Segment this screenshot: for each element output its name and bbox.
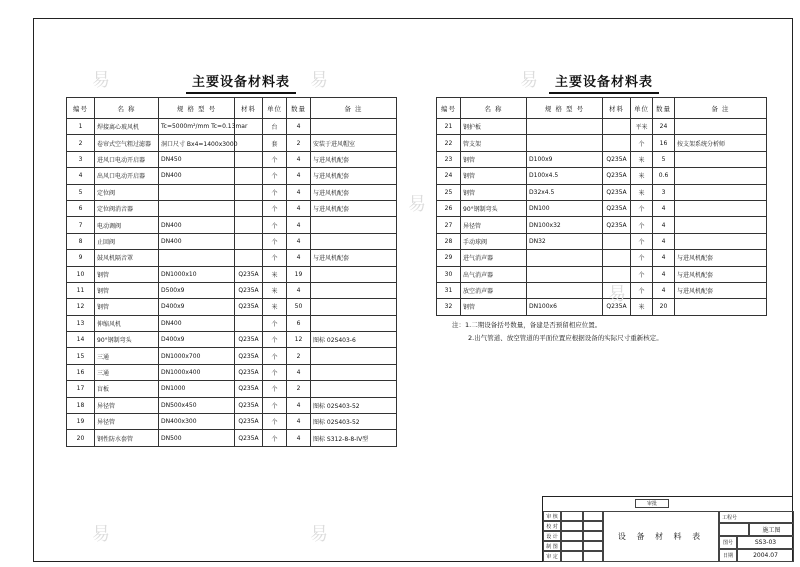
left-cell-10-3: Q235A	[235, 282, 263, 298]
left-cell-15-4: 个	[263, 364, 287, 380]
stage: 施工图	[749, 523, 794, 536]
left-cell-6-5: 4	[287, 217, 311, 233]
right-cell-7-1: 手动球阀	[461, 233, 527, 249]
right-cell-9-6: 与进风机配套	[675, 266, 767, 282]
left-cell-15-0: 16	[67, 364, 95, 380]
left-cell-19-1: 钢性防水套管	[95, 430, 159, 446]
left-cell-8-1: 鼓风机隔音罩	[95, 250, 159, 266]
right-cell-7-2: DN32	[527, 233, 603, 249]
left-table-row	[67, 266, 397, 282]
left-cell-3-1: 出风口电动开启器	[95, 168, 159, 184]
right-cell-2-5: 5	[653, 151, 675, 167]
left-cell-5-6: 与进风机配套	[311, 200, 397, 216]
left-cell-17-2: DN500x450	[159, 397, 235, 413]
left-cell-13-5: 12	[287, 332, 311, 348]
right-cell-3-1: 钢管	[461, 168, 527, 184]
left-cell-4-6: 与进风机配套	[311, 184, 397, 200]
left-cell-13-1: 90°钢制弯头	[95, 332, 159, 348]
left-table-row	[67, 364, 397, 380]
left-table-title: 主要设备材料表	[192, 71, 290, 90]
left-cell-6-2: DN400	[159, 217, 235, 233]
left-cell-3-3	[235, 168, 263, 184]
right-cell-8-6: 与进风机配套	[675, 250, 767, 266]
left-cell-4-4: 个	[263, 184, 287, 200]
left-cell-0-0: 1	[67, 119, 95, 135]
left-cell-3-6: 与进风机配套	[311, 168, 397, 184]
left-cell-11-2: D400x9	[159, 299, 235, 315]
right-cell-5-3: Q235A	[603, 200, 631, 216]
left-table-row	[67, 381, 397, 397]
right-cell-8-3	[603, 250, 631, 266]
right-cell-7-0: 28	[437, 233, 461, 249]
left-cell-19-3: Q235A	[235, 430, 263, 446]
left-cell-12-0: 13	[67, 315, 95, 331]
right-table-row	[437, 282, 767, 298]
left-cell-0-5: 4	[287, 119, 311, 135]
right-cell-5-4: 个	[631, 200, 653, 216]
left-cell-16-4: 个	[263, 381, 287, 397]
left-cell-3-4: 个	[263, 168, 287, 184]
left-cell-7-0: 8	[67, 233, 95, 249]
right-table-row	[437, 299, 767, 315]
left-cell-4-0: 5	[67, 184, 95, 200]
right-cell-8-2	[527, 250, 603, 266]
left-cell-5-2	[159, 200, 235, 216]
left-material-table	[66, 97, 397, 447]
right-cell-2-4: 米	[631, 151, 653, 167]
right-cell-3-2: D100x4.5	[527, 168, 603, 184]
left-cell-1-6: 安装于进风帽室	[311, 135, 397, 151]
left-cell-15-3: Q235A	[235, 364, 263, 380]
note-2: 2.出气管道、放空管道的平面位置应根据设备的实际尺寸重新核定。	[468, 334, 663, 342]
left-cell-4-3	[235, 184, 263, 200]
right-table-row	[437, 233, 767, 249]
title-block	[542, 496, 793, 562]
left-cell-11-6	[311, 299, 397, 315]
left-cell-6-6	[311, 217, 397, 233]
right-cell-4-6	[675, 184, 767, 200]
left-cell-15-6	[311, 364, 397, 380]
date-label: 日期	[719, 549, 737, 562]
left-cell-0-6	[311, 119, 397, 135]
left-cell-3-5: 4	[287, 168, 311, 184]
left-cell-6-3	[235, 217, 263, 233]
watermark-7: 易	[608, 284, 626, 305]
right-cell-7-4: 个	[631, 233, 653, 249]
left-cell-12-6	[311, 315, 397, 331]
right-cell-9-4: 个	[631, 266, 653, 282]
right-cell-10-4: 个	[631, 282, 653, 298]
right-table-row	[437, 217, 767, 233]
left-cell-18-5: 4	[287, 414, 311, 430]
right-cell-11-2: DN100x6	[527, 299, 603, 315]
right-cell-9-1: 出气消声器	[461, 266, 527, 282]
right-cell-6-1: 异径管	[461, 217, 527, 233]
left-cell-13-6: 图标 02S403-6	[311, 332, 397, 348]
left-cell-14-6	[311, 348, 397, 364]
audit-label: 审 核	[543, 511, 561, 521]
right-cell-5-1: 90°钢制弯头	[461, 200, 527, 216]
left-cell-1-3	[235, 135, 263, 151]
left-cell-2-1: 进风口电动开启器	[95, 151, 159, 167]
left-cell-18-1: 异径管	[95, 414, 159, 430]
right-cell-2-0: 23	[437, 151, 461, 167]
left-table-row	[67, 397, 397, 413]
right-material-table	[436, 97, 767, 316]
right-cell-3-0: 24	[437, 168, 461, 184]
draw-label: 制 图	[543, 541, 561, 551]
left-cell-16-1: 盲板	[95, 381, 159, 397]
right-cell-0-6	[675, 119, 767, 135]
right-cell-7-3	[603, 233, 631, 249]
design-label: 设 计	[543, 531, 561, 541]
right-cell-11-4: 米	[631, 299, 653, 315]
right-cell-2-6	[675, 151, 767, 167]
left-table-row	[67, 282, 397, 298]
right-cell-10-0: 31	[437, 282, 461, 298]
left-cell-12-4: 个	[263, 315, 287, 331]
right-header-col-6: 备 注	[675, 98, 767, 119]
left-cell-10-5: 4	[287, 282, 311, 298]
watermark-4: 易	[92, 524, 110, 545]
left-cell-5-4: 个	[263, 200, 287, 216]
right-cell-10-6: 与进风机配套	[675, 282, 767, 298]
right-cell-1-0: 22	[437, 135, 461, 151]
left-cell-6-1: 电动调阀	[95, 217, 159, 233]
left-cell-5-3	[235, 200, 263, 216]
left-cell-19-2: DN500	[159, 430, 235, 446]
left-cell-14-4: 个	[263, 348, 287, 364]
right-header-col-1: 名 称	[461, 98, 527, 119]
left-cell-13-2: D400x9	[159, 332, 235, 348]
left-table-row	[67, 250, 397, 266]
right-cell-5-2: DN100	[527, 200, 603, 216]
right-cell-11-5: 20	[653, 299, 675, 315]
right-table-row	[437, 184, 767, 200]
left-cell-1-5: 2	[287, 135, 311, 151]
right-cell-1-5: 16	[653, 135, 675, 151]
right-cell-8-0: 29	[437, 250, 461, 266]
right-cell-11-6	[675, 299, 767, 315]
left-cell-9-0: 10	[67, 266, 95, 282]
right-cell-7-6	[675, 233, 767, 249]
right-cell-4-3: Q235A	[603, 184, 631, 200]
left-cell-2-4: 个	[263, 151, 287, 167]
left-cell-12-1: 伸缩风机	[95, 315, 159, 331]
left-cell-14-0: 15	[67, 348, 95, 364]
drawing-no-label: 图号	[719, 536, 737, 549]
right-cell-11-0: 32	[437, 299, 461, 315]
watermark-1: 易	[92, 70, 110, 91]
right-cell-1-2	[527, 135, 603, 151]
watermark-5: 易	[310, 524, 328, 545]
left-cell-15-5: 4	[287, 364, 311, 380]
left-cell-5-1: 定位阀消音器	[95, 200, 159, 216]
left-cell-7-2: DN400	[159, 233, 235, 249]
left-cell-8-2	[159, 250, 235, 266]
left-cell-0-1: 焊接离心玻风机	[95, 119, 159, 135]
left-cell-8-3	[235, 250, 263, 266]
left-table-row	[67, 299, 397, 315]
right-cell-5-0: 26	[437, 200, 461, 216]
left-cell-3-2: DN400	[159, 168, 235, 184]
left-cell-14-5: 2	[287, 348, 311, 364]
left-cell-17-4: 个	[263, 397, 287, 413]
left-header-col-1: 名 称	[95, 98, 159, 119]
left-header-col-6: 备 注	[311, 98, 397, 119]
left-cell-18-6: 图标 02S403-52	[311, 414, 397, 430]
left-cell-16-5: 2	[287, 381, 311, 397]
left-cell-7-6	[311, 233, 397, 249]
right-cell-8-5: 4	[653, 250, 675, 266]
right-table-row	[437, 266, 767, 282]
left-header-col-0: 编号	[67, 98, 95, 119]
drawing-title: 设 备 材 料 表	[603, 511, 719, 562]
left-cell-18-2: DN400x300	[159, 414, 235, 430]
left-cell-18-0: 19	[67, 414, 95, 430]
left-cell-11-5: 50	[287, 299, 311, 315]
left-table-row	[67, 184, 397, 200]
right-table-header	[437, 98, 767, 119]
right-table-row	[437, 135, 767, 151]
left-table-row	[67, 200, 397, 216]
left-cell-16-2: DN1000	[159, 381, 235, 397]
right-header-col-3: 材料	[603, 98, 631, 119]
notes	[452, 319, 663, 345]
right-table-row	[437, 151, 767, 167]
left-cell-1-2: 洞口尺寸 Bx4=1400x3000	[159, 135, 235, 151]
left-cell-19-5: 4	[287, 430, 311, 446]
right-cell-6-2: DN100x32	[527, 217, 603, 233]
left-cell-3-0: 4	[67, 168, 95, 184]
left-cell-10-1: 钢管	[95, 282, 159, 298]
left-cell-11-0: 12	[67, 299, 95, 315]
left-table-row	[67, 233, 397, 249]
right-cell-10-5: 4	[653, 282, 675, 298]
right-cell-9-2	[527, 266, 603, 282]
right-cell-2-3: Q235A	[603, 151, 631, 167]
right-cell-1-3	[603, 135, 631, 151]
left-table-row	[67, 348, 397, 364]
approval-cell: 审批	[635, 499, 669, 508]
left-cell-7-5: 4	[287, 233, 311, 249]
project-no-label: 工程号	[719, 511, 794, 523]
left-cell-11-1: 钢管	[95, 299, 159, 315]
left-cell-6-0: 7	[67, 217, 95, 233]
left-table-row	[67, 315, 397, 331]
right-cell-6-0: 27	[437, 217, 461, 233]
right-table-row	[437, 168, 767, 184]
right-cell-3-3: Q235A	[603, 168, 631, 184]
left-cell-15-1: 三通	[95, 364, 159, 380]
right-cell-11-3: Q235A	[603, 299, 631, 315]
left-cell-9-6	[311, 266, 397, 282]
left-cell-4-5: 4	[287, 184, 311, 200]
right-cell-4-4: 米	[631, 184, 653, 200]
left-cell-16-3: Q235A	[235, 381, 263, 397]
left-cell-15-2: DN1000x400	[159, 364, 235, 380]
left-table-row	[67, 151, 397, 167]
right-cell-1-6: 按支架系统分析师	[675, 135, 767, 151]
left-cell-11-3: Q235A	[235, 299, 263, 315]
right-cell-1-4: 个	[631, 135, 653, 151]
right-table-title: 主要设备材料表	[555, 71, 653, 90]
left-cell-8-0: 9	[67, 250, 95, 266]
left-cell-9-5: 19	[287, 266, 311, 282]
right-cell-10-2	[527, 282, 603, 298]
left-cell-19-0: 20	[67, 430, 95, 446]
left-cell-4-1: 定位阀	[95, 184, 159, 200]
review-label: 审 定	[543, 551, 561, 562]
right-cell-6-4: 个	[631, 217, 653, 233]
left-cell-2-3	[235, 151, 263, 167]
left-header-col-4: 单位	[263, 98, 287, 119]
left-cell-17-3: Q235A	[235, 397, 263, 413]
right-cell-6-3: Q235A	[603, 217, 631, 233]
right-cell-9-5: 4	[653, 266, 675, 282]
right-cell-2-2: D100x9	[527, 151, 603, 167]
left-cell-12-3	[235, 315, 263, 331]
left-cell-1-1: 卷帘式空气粗过滤器	[95, 135, 159, 151]
right-cell-4-0: 25	[437, 184, 461, 200]
left-cell-9-3: Q235A	[235, 266, 263, 282]
right-cell-0-3	[603, 119, 631, 135]
right-cell-2-1: 钢管	[461, 151, 527, 167]
left-cell-14-1: 三通	[95, 348, 159, 364]
left-table-row	[67, 119, 397, 135]
right-header-col-0: 编号	[437, 98, 461, 119]
right-cell-10-1: 放空消声器	[461, 282, 527, 298]
left-header-col-5: 数量	[287, 98, 311, 119]
left-cell-9-1: 钢管	[95, 266, 159, 282]
left-cell-17-0: 18	[67, 397, 95, 413]
left-header-col-2: 规 格 型 号	[159, 98, 235, 119]
left-cell-7-3	[235, 233, 263, 249]
left-cell-8-4: 个	[263, 250, 287, 266]
right-cell-11-1: 钢管	[461, 299, 527, 315]
left-cell-19-6: 图标 S312-8-8-IV型	[311, 430, 397, 446]
right-cell-4-2: D32x4.5	[527, 184, 603, 200]
left-cell-8-6: 与进风机配套	[311, 250, 397, 266]
watermark-2: 易	[310, 70, 328, 91]
note-1: 1.二期设备括号数量，备建是否预留相应位置。	[465, 321, 602, 329]
left-cell-9-2: DN1000x10	[159, 266, 235, 282]
left-cell-19-4: 个	[263, 430, 287, 446]
left-cell-8-5: 4	[287, 250, 311, 266]
left-cell-14-3: Q235A	[235, 348, 263, 364]
right-cell-3-6	[675, 168, 767, 184]
right-cell-3-5: 0.6	[653, 168, 675, 184]
left-cell-14-2: DN1000x700	[159, 348, 235, 364]
right-cell-0-2	[527, 119, 603, 135]
drawing-no: SS3-03	[737, 536, 794, 549]
left-cell-0-2: Tc=5000m²/mm Tc=0.13mar	[159, 119, 235, 135]
left-cell-1-0: 2	[67, 135, 95, 151]
right-cell-4-5: 3	[653, 184, 675, 200]
right-header-col-2: 规 格 型 号	[527, 98, 603, 119]
left-cell-13-4: 个	[263, 332, 287, 348]
left-table-row	[67, 414, 397, 430]
left-cell-11-4: 米	[263, 299, 287, 315]
right-cell-5-6	[675, 200, 767, 216]
left-cell-17-6: 图标 02S403-52	[311, 397, 397, 413]
right-cell-0-4: 平米	[631, 119, 653, 135]
left-cell-2-2: DN450	[159, 151, 235, 167]
left-table-header	[67, 98, 397, 119]
left-cell-12-5: 6	[287, 315, 311, 331]
left-cell-2-5: 4	[287, 151, 311, 167]
right-cell-9-0: 30	[437, 266, 461, 282]
left-cell-12-2: DN400	[159, 315, 235, 331]
left-cell-2-6: 与进风机配套	[311, 151, 397, 167]
left-cell-0-4: 台	[263, 119, 287, 135]
left-table-row	[67, 332, 397, 348]
left-cell-17-5: 4	[287, 397, 311, 413]
left-cell-5-0: 6	[67, 200, 95, 216]
right-table-row	[437, 250, 767, 266]
right-cell-6-5: 4	[653, 217, 675, 233]
left-table-row	[67, 430, 397, 446]
left-cell-16-6	[311, 381, 397, 397]
left-cell-7-4: 个	[263, 233, 287, 249]
left-cell-9-4: 米	[263, 266, 287, 282]
right-table-row	[437, 119, 767, 135]
left-cell-6-4: 个	[263, 217, 287, 233]
left-header-col-3: 材料	[235, 98, 263, 119]
left-cell-10-2: D500x9	[159, 282, 235, 298]
right-cell-6-6	[675, 217, 767, 233]
left-cell-1-4: 套	[263, 135, 287, 151]
right-cell-0-1: 钢护板	[461, 119, 527, 135]
right-header-col-4: 单位	[631, 98, 653, 119]
left-cell-13-3: Q235A	[235, 332, 263, 348]
right-cell-0-5: 24	[653, 119, 675, 135]
right-table-row	[437, 200, 767, 216]
watermark-3: 易	[520, 70, 538, 91]
right-cell-8-1: 进气消声器	[461, 250, 527, 266]
right-header-col-5: 数量	[653, 98, 675, 119]
left-cell-18-3: Q235A	[235, 414, 263, 430]
left-cell-5-5: 4	[287, 200, 311, 216]
right-cell-8-4: 个	[631, 250, 653, 266]
watermark-6: 易	[408, 194, 426, 215]
right-cell-7-5: 4	[653, 233, 675, 249]
date: 2004.07	[737, 549, 794, 562]
left-cell-18-4: 个	[263, 414, 287, 430]
right-cell-3-4: 米	[631, 168, 653, 184]
left-cell-7-1: 止回阀	[95, 233, 159, 249]
left-cell-10-4: 米	[263, 282, 287, 298]
check-label: 校 对	[543, 521, 561, 531]
notes-prefix: 注：	[452, 321, 465, 329]
left-table-row	[67, 135, 397, 151]
left-cell-4-2	[159, 184, 235, 200]
right-cell-0-0: 21	[437, 119, 461, 135]
left-cell-10-0: 11	[67, 282, 95, 298]
left-cell-17-1: 异径管	[95, 397, 159, 413]
right-cell-1-1: 管支架	[461, 135, 527, 151]
left-cell-13-0: 14	[67, 332, 95, 348]
left-cell-2-0: 3	[67, 151, 95, 167]
left-cell-16-0: 17	[67, 381, 95, 397]
right-cell-5-5: 4	[653, 200, 675, 216]
left-table-row	[67, 217, 397, 233]
right-cell-4-1: 钢管	[461, 184, 527, 200]
left-cell-10-6	[311, 282, 397, 298]
left-table-row	[67, 168, 397, 184]
